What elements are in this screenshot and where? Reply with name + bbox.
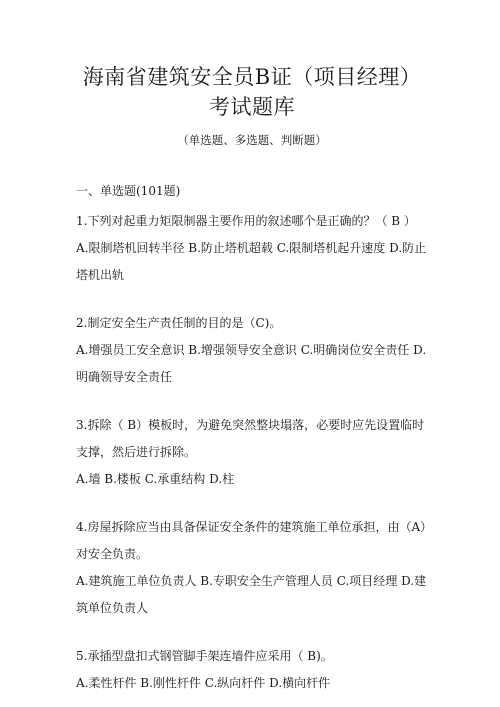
question-options: A.限制塔机回转半径 B.防止塔机超载 C.限制塔机起升速度 D.防止塔机出轨 [76, 241, 427, 282]
question-options: A.墙 B.楼板 C.承重结构 D.柱 [76, 472, 235, 486]
section-heading: 一、单选题(101题) [76, 184, 181, 198]
question-stem: 1.下列对起重力矩限制器主要作用的叙述哪个是正确的？（ B ） [76, 214, 416, 228]
question-stem: 2.制定安全生产责任制的目的是（C)。 [76, 316, 282, 330]
question-options: A.增强员工安全意识 B.增强领导安全意识 C.明确岗位安全责任 D.明确领导安全责任 [76, 343, 427, 384]
question-stem: 3.拆除（ B）模板时，为避免突然整块塌落，必要时应先设置临时支撑，然后进行拆除。 [76, 418, 425, 459]
question-3 [76, 412, 428, 493]
question-1 [76, 208, 428, 289]
question-options: A.柔性杆件 B.刚性杆件 C.纵向杆件 D.横向杆件 [76, 676, 331, 690]
question-5 [76, 643, 428, 697]
document-title: 海南省建筑安全员B证（项目经理）考试题库 [82, 65, 422, 119]
question-options: A.建筑施工单位负责人 B.专职安全生产管理人员 C.项目经理 D.建筑单位负责人 [76, 574, 427, 615]
question-stem: 5.承插型盘扣式钢管脚手架连墙件应采用（ B)。 [76, 649, 333, 663]
question-2 [76, 310, 428, 391]
document-subtitle: （单选题、多选题、判断题） [177, 133, 327, 147]
question-stem: 4.房屋拆除应当由具备保证安全条件的建筑施工单位承担，由（A）对安全负责。 [76, 520, 427, 561]
question-4 [76, 514, 428, 622]
